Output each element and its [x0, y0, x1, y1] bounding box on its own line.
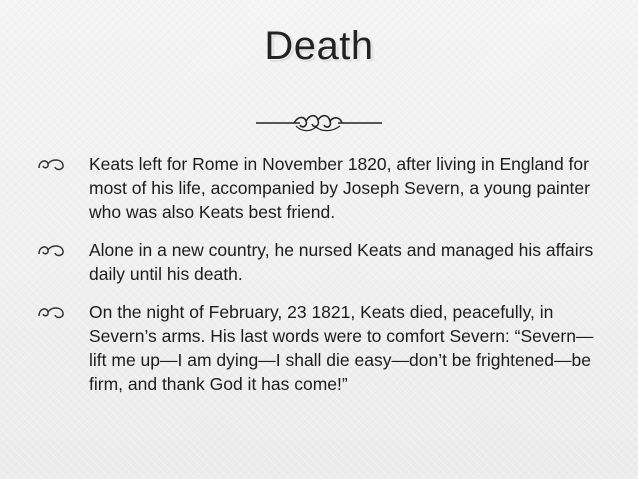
curl-bullet-icon: [36, 242, 66, 258]
bullet-text: Alone in a new country, he nursed Keats and managed his affairs daily until his death.: [89, 240, 594, 284]
flourish-ornament-icon: [254, 110, 384, 136]
bullet-item-1: [36, 152, 606, 224]
bullet-text: On the night of February, 23 1821, Keats died, peacefully, in Severn’s arms. His last words were to comfort Severn: “Severn—lift me up—I am dying—I shall die easy—don’t be frightened—be firm, and thank God it has come!”: [89, 302, 594, 394]
curl-bullet-icon: [36, 304, 66, 320]
curl-bullet-icon: [36, 156, 66, 172]
bullet-item-2: [36, 238, 606, 286]
bullet-list: [36, 152, 606, 410]
bullet-item-3: [36, 300, 606, 396]
slide-title: Death: [264, 24, 374, 68]
bullet-text: Keats left for Rome in November 1820, after living in England for most of his life, accompanied by Joseph Severn, a young painter who was also Keats best friend.: [89, 154, 590, 222]
